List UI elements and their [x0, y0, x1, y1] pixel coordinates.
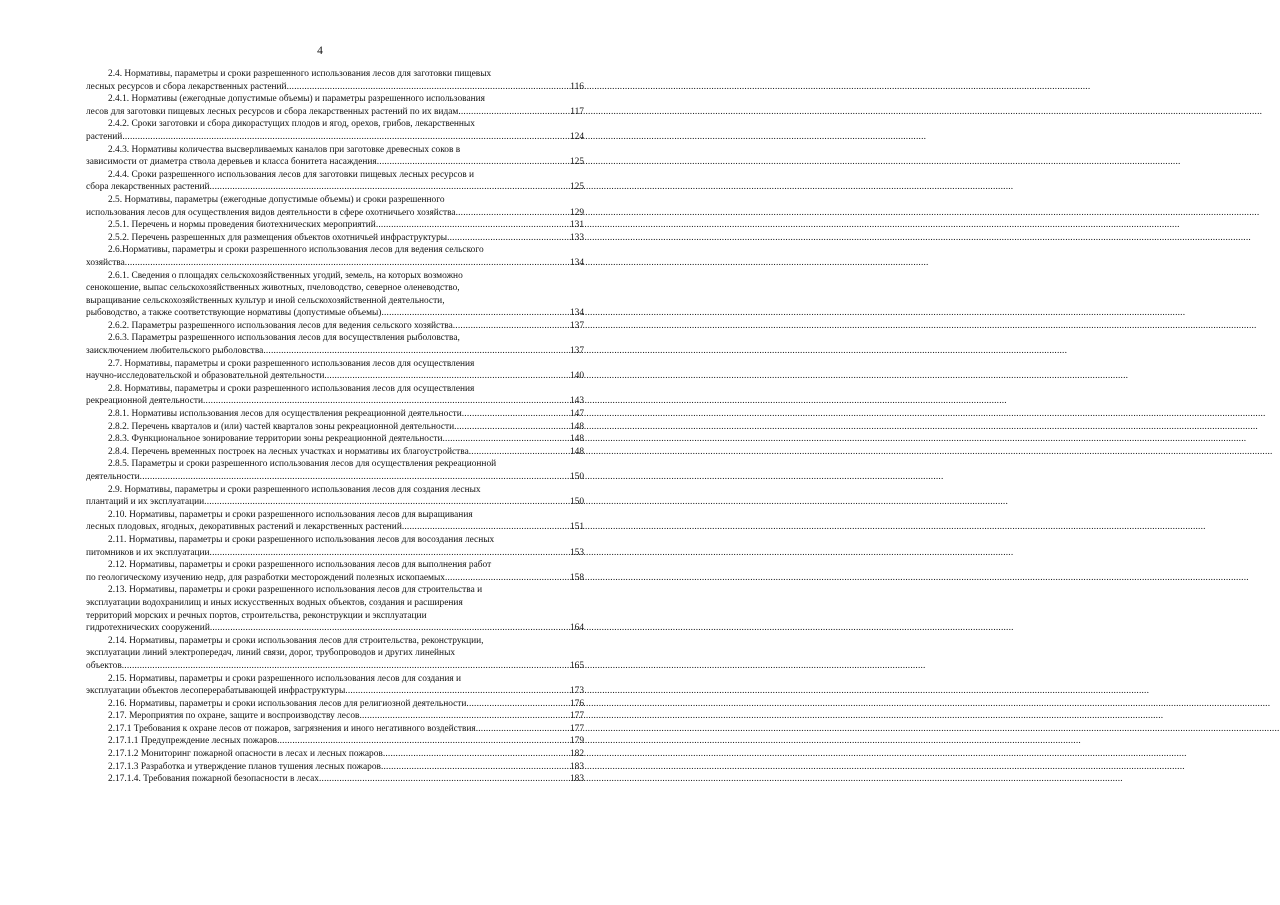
toc-entry — [86, 421, 584, 434]
toc-page-number: 133 — [569, 232, 584, 243]
toc-page-number: 124 — [569, 131, 584, 142]
toc-entry-text: сенокошение, выпас сельскохозяйственных животных, пчеловодство, северное оленеводство, — [86, 283, 460, 294]
toc-dot-leader — [445, 572, 568, 585]
toc-entry-line — [86, 622, 584, 635]
toc-entry-text: объектов — [86, 660, 122, 671]
toc-dot-leader — [319, 773, 568, 786]
toc-entry-line — [86, 345, 584, 358]
toc-dot-leader — [210, 622, 568, 635]
toc-page-number: 164 — [569, 623, 584, 634]
toc-entry-line — [86, 169, 584, 182]
toc-entry-text: сбора лекарственных растений — [86, 182, 210, 193]
toc-page-number: 158 — [569, 572, 584, 583]
toc-entry-line — [86, 660, 584, 673]
toc-entry-text: 2.6.Нормативы, параметры и сроки разрешенного использования лесов для ведения сельского — [108, 245, 484, 256]
toc-entry-text: лесов для заготовки пищевых лесных ресурсов и сбора лекарственных растений по их видам — [86, 106, 459, 117]
toc-page-number: 131 — [569, 220, 584, 231]
toc-entry-text: 2.5. Нормативы, параметры (ежегодные допустимые объемы) и сроки разрешенного — [108, 194, 445, 205]
toc-entry — [86, 320, 584, 333]
toc-entry-text: 2.14. Нормативы, параметры и сроки использования лесов для строительства, реконструкции, — [108, 635, 484, 646]
toc-entry-text: лесных плодовых, ягодных, декоративных растений и лекарственных растений — [86, 522, 402, 533]
toc-entry — [86, 433, 584, 446]
toc-dot-leader — [462, 408, 568, 421]
toc-entry-text: 2.15. Нормативы, параметры и сроки разрешенного использования лесов для создания и — [108, 673, 462, 684]
toc-entry — [86, 194, 584, 219]
toc-entry-text: использования лесов для осуществления видов деятельности в сфере охотничьего хозяйства — [86, 207, 456, 218]
toc-entry-text: заисключением любительского рыболовства — [86, 346, 264, 357]
toc-page-number: 177 — [569, 723, 584, 734]
toc-entry-line — [86, 584, 584, 597]
toc-entry — [86, 761, 584, 774]
toc-entry-line — [86, 370, 584, 383]
toc-dot-leader — [469, 446, 568, 459]
toc-entry-text: 2.13. Нормативы, параметры и сроки разрешенного использования лесов для строительства и — [108, 585, 483, 596]
toc-entry-line — [86, 332, 584, 345]
toc-dot-leader — [324, 370, 568, 383]
toc-entry-line — [86, 257, 584, 270]
toc-entry-line — [86, 521, 584, 534]
toc-page-number: 116 — [570, 81, 584, 92]
toc-entry-text: 2.17. Мероприятия по охране, защите и воспроизводству лесов — [108, 711, 360, 722]
toc-entry-line — [86, 673, 584, 686]
toc-dot-leader — [122, 131, 568, 144]
toc-entry — [86, 673, 584, 698]
toc-entry-line — [86, 282, 584, 295]
toc-page-number: 148 — [569, 421, 584, 432]
toc-page-number: 117 — [570, 106, 584, 117]
toc-page-number: 148 — [569, 446, 584, 457]
table-of-contents — [86, 68, 584, 786]
toc-entry — [86, 735, 584, 748]
toc-dot-leader — [476, 723, 568, 736]
toc-entry-line — [86, 496, 584, 509]
toc-entry — [86, 93, 584, 118]
toc-entry-text: 2.12. Нормативы, параметры и сроки разрешенного использования лесов для выполнения работ — [108, 560, 492, 571]
toc-dot-leader — [376, 219, 568, 232]
toc-entry-line — [86, 131, 584, 144]
toc-entry-text: лесных ресурсов и сбора лекарственных растений — [86, 81, 287, 92]
toc-entry-line — [86, 534, 584, 547]
toc-entry-line — [86, 698, 584, 711]
toc-page-number: 165 — [569, 660, 584, 671]
toc-entry-line — [86, 207, 584, 220]
toc-entry-line — [86, 647, 584, 660]
toc-page-number: 143 — [569, 396, 584, 407]
toc-entry-line — [86, 232, 584, 245]
toc-entry — [86, 723, 584, 736]
toc-page-number: 147 — [569, 409, 584, 420]
toc-entry-line — [86, 93, 584, 106]
toc-dot-leader — [454, 421, 568, 434]
toc-entry-text: рекреационной деятельности — [86, 396, 204, 407]
toc-entry-line — [86, 144, 584, 157]
toc-entry-text: гидротехнических сооружений — [86, 623, 210, 634]
toc-dot-leader — [447, 232, 568, 245]
toc-entry-text: территорий морских и речных портов, строительства, реконструкции и эксплуатации — [86, 610, 427, 621]
toc-page-number: 134 — [569, 308, 584, 319]
toc-entry-line — [86, 509, 584, 522]
toc-dot-leader — [204, 496, 568, 509]
toc-dot-leader — [359, 710, 567, 723]
toc-dot-leader — [458, 106, 568, 119]
toc-page-number: 148 — [569, 434, 584, 445]
toc-dot-leader — [287, 81, 569, 94]
toc-entry-text: 2.5.2. Перечень разрешенных для размещения объектов охотничьей инфраструктуры — [108, 232, 448, 243]
toc-entry-text: 2.11. Нормативы, параметры и сроки разрешенного использования лесов для восоздания лесных — [108, 534, 495, 545]
toc-entry — [86, 144, 584, 169]
toc-entry-text: рыбоводство, а также соответствующие нормативы (допустимые объемы) — [86, 308, 382, 319]
toc-entry-text: эксплуатации объектов лесоперерабатывающей инфраструктуры — [86, 686, 346, 697]
toc-dot-leader — [453, 320, 568, 333]
toc-entry-text: 2.5.1. Перечень и нормы проведения биотехнических мероприятий — [108, 220, 376, 231]
toc-entry-line — [86, 81, 584, 94]
toc-entry-text: деятельности — [86, 472, 140, 482]
toc-page-number: 140 — [569, 371, 584, 382]
toc-entry-line — [86, 761, 584, 774]
toc-entry — [86, 219, 584, 232]
toc-entry-line — [86, 433, 584, 446]
toc-entry-line — [86, 547, 584, 560]
toc-entry-line — [86, 219, 584, 232]
toc-page-number: 183 — [569, 761, 584, 772]
toc-entry-text: 2.17.1.2 Мониторинг пожарной опасности в лесах и лесных пожаров — [108, 749, 383, 760]
toc-entry-text: 2.4.3. Нормативы количества высверливаемых каналов при заготовке древесных соков в — [108, 144, 461, 155]
toc-entry — [86, 698, 584, 711]
toc-entry — [86, 534, 584, 559]
toc-entry-text: 2.16. Нормативы, параметры и сроки использования лесов для религиозной деятельности — [108, 698, 467, 709]
toc-dot-leader — [345, 685, 568, 698]
toc-dot-leader — [140, 471, 568, 484]
toc-entry-line — [86, 559, 584, 572]
toc-entry-text: 2.8.4. Перечень временных построек на лесных участках и нормативы их благоустройства — [108, 446, 469, 457]
toc-entry-text: питомников и их эксплуатации — [86, 547, 210, 558]
toc-dot-leader — [456, 207, 568, 220]
toc-entry-line — [86, 735, 584, 748]
toc-entry-text: зависимости от диаметра ствола деревьев и класса бонитета насаждения — [86, 157, 377, 168]
toc-entry-text: эксплуатации водохранилищ и иных искусственных водных объектов, создания и расширения — [86, 597, 463, 608]
toc-entry-text: 2.9. Нормативы, параметры и сроки разрешенного использования лесов для создания лесных — [108, 484, 481, 495]
toc-entry — [86, 446, 584, 459]
toc-entry-text: 2.8.1. Нормативы использования лесов для осуществления рекреационной деятельности — [108, 409, 462, 420]
toc-page-number: 153 — [569, 547, 584, 558]
toc-page-number: 177 — [569, 711, 584, 722]
toc-page-number: 151 — [569, 522, 584, 533]
toc-entry-text: 2.17.1 Требования к охране лесов от пожаров, загрязнения и иного негативного воздействия — [108, 723, 476, 734]
toc-entry-line — [86, 773, 584, 786]
toc-entry-text: по геологическому изучению недр, для разработки месторождений полезных ископаемых — [86, 572, 445, 583]
toc-entry-line — [86, 408, 584, 421]
toc-page-number: 134 — [569, 257, 584, 268]
toc-entry — [86, 332, 584, 357]
toc-entry-line — [86, 446, 584, 459]
toc-entry-text: 2.4.1. Нормативы (ежегодные допустимые объемы) и параметры разрешенного использования — [108, 94, 485, 105]
toc-entry-text: 2.8.5. Параметры и сроки разрешенного использования лесов для осуществления рекреационной — [108, 459, 497, 470]
toc-entry-text: 2.7. Нормативы, параметры и сроки разрешенного использования лесов для осуществления — [108, 358, 475, 369]
toc-dot-leader — [402, 521, 568, 534]
toc-entry-text: эксплуатации линий электропередач, линий связи, дорог, трубопроводов и других линейных — [86, 648, 456, 659]
toc-entry — [86, 270, 584, 320]
toc-entry-text: 2.8.2. Перечень кварталов и (или) частей кварталов зоны рекреационной деятельности — [108, 421, 455, 432]
toc-entry-text: плантаций и их эксплуатации — [86, 497, 205, 508]
toc-entry-text: 2.8. Нормативы, параметры и сроки разрешенного использования лесов для осуществления — [108, 383, 475, 394]
toc-entry — [86, 584, 584, 634]
page-number: 4 — [317, 45, 323, 57]
toc-dot-leader — [125, 257, 568, 270]
toc-entry — [86, 408, 584, 421]
toc-entry-text: научно-исследовательской и образовательной деятельности — [86, 371, 325, 382]
toc-entry — [86, 358, 584, 383]
toc-page-number: 183 — [569, 774, 584, 785]
toc-entry — [86, 484, 584, 509]
toc-page-number: 137 — [569, 320, 584, 331]
toc-entry-text: хозяйства — [86, 257, 125, 268]
toc-page-number: 137 — [569, 346, 584, 357]
toc-entry — [86, 748, 584, 761]
toc-page-number: 179 — [569, 736, 584, 747]
toc-entry-line — [86, 395, 584, 408]
toc-entry — [86, 458, 584, 483]
toc-entry — [86, 169, 584, 194]
toc-dot-leader — [277, 735, 568, 748]
toc-entry-line — [86, 610, 584, 623]
toc-entry-text: 2.17.1.3 Разработка и утверждение планов тушения лесных пожаров — [108, 761, 381, 772]
toc-entry-text: 2.6.3. Параметры разрешенного использования лесов для восуществления рыболовства, — [108, 333, 460, 344]
toc-entry — [86, 509, 584, 534]
toc-entry-text: 2.10. Нормативы, параметры и сроки разрешенного использования лесов для выращивания — [108, 509, 473, 520]
toc-page-number: 150 — [569, 497, 584, 508]
toc-entry-text: 2.17.1.4. Требования пожарной безопасности в лесах — [108, 774, 319, 785]
toc-entry-line — [86, 156, 584, 169]
toc-dot-leader — [210, 547, 568, 560]
toc-dot-leader — [122, 660, 568, 673]
toc-entry-line — [86, 106, 584, 119]
toc-dot-leader — [210, 181, 568, 194]
toc-page-number: 125 — [569, 182, 584, 193]
toc-entry-line — [86, 685, 584, 698]
toc-entry — [86, 244, 584, 269]
toc-entry-text: 2.17.1.1 Предупреждение лесных пожаров — [108, 736, 278, 747]
toc-entry — [86, 383, 584, 408]
toc-entry — [86, 559, 584, 584]
toc-page-number: 182 — [569, 749, 584, 760]
toc-entry-line — [86, 484, 584, 497]
toc-entry-text: 2.6.2. Параметры разрешенного использования лесов для ведения сельского хозяйства — [108, 320, 453, 331]
toc-entry-line — [86, 295, 584, 308]
toc-entry-text: растений — [86, 131, 123, 142]
toc-entry-line — [86, 383, 584, 396]
toc-dot-leader — [263, 345, 568, 358]
toc-entry-line — [86, 358, 584, 371]
toc-entry-line — [86, 270, 584, 283]
toc-entry — [86, 773, 584, 786]
toc-dot-leader — [383, 748, 568, 761]
toc-entry-text: 2.4. Нормативы, параметры и сроки разрешенного использования лесов для заготовки пищевых — [108, 69, 492, 79]
toc-dot-leader — [203, 395, 568, 408]
toc-entry-line — [86, 748, 584, 761]
toc-entry-line — [86, 572, 584, 585]
toc-entry-text: 2.4.2. Сроки заготовки и сбора дикорастущих плодов и ягод, орехов, грибов, лекарственных — [108, 119, 475, 130]
toc-dot-leader — [442, 433, 567, 446]
toc-entry-line — [86, 118, 584, 131]
toc-entry — [86, 68, 584, 93]
toc-entry-line — [86, 597, 584, 610]
toc-entry-line — [86, 320, 584, 333]
toc-page-number: 173 — [569, 686, 584, 697]
toc-entry-text: 2.4.4. Сроки разрешенного использования лесов для заготовки пищевых лесных ресурсов и — [108, 169, 475, 180]
toc-page-number: 129 — [569, 207, 584, 218]
toc-entry-line — [86, 723, 584, 736]
toc-entry-line — [86, 471, 584, 484]
toc-entry-line — [86, 710, 584, 723]
toc-entry-text: выращивание сельскохозяйственных культур и иной сельскохозяйственной деятельности, — [86, 295, 445, 306]
toc-entry — [86, 635, 584, 673]
toc-page-number: 125 — [569, 157, 584, 168]
toc-entry-text: 2.8.3. Функциональное зонирование территории зоны рекреационной деятельности — [108, 434, 443, 445]
toc-entry-line — [86, 307, 584, 320]
toc-entry-line — [86, 244, 584, 257]
toc-dot-leader — [377, 156, 568, 169]
toc-dot-leader — [466, 698, 568, 711]
toc-entry-line — [86, 68, 584, 81]
toc-entry — [86, 118, 584, 143]
toc-entry-line — [86, 181, 584, 194]
toc-entry — [86, 232, 584, 245]
toc-dot-leader — [381, 307, 568, 320]
toc-dot-leader — [381, 761, 568, 774]
toc-entry-line — [86, 421, 584, 434]
toc-page-number: 176 — [569, 698, 584, 709]
toc-entry — [86, 710, 584, 723]
toc-page-number: 150 — [569, 472, 584, 482]
toc-entry-line — [86, 458, 584, 471]
toc-entry-text: 2.6.1. Сведения о площадях сельскохозяйственных угодий, земель, на которых возможно — [108, 270, 463, 281]
toc-entry-line — [86, 635, 584, 648]
toc-entry-line — [86, 194, 584, 207]
